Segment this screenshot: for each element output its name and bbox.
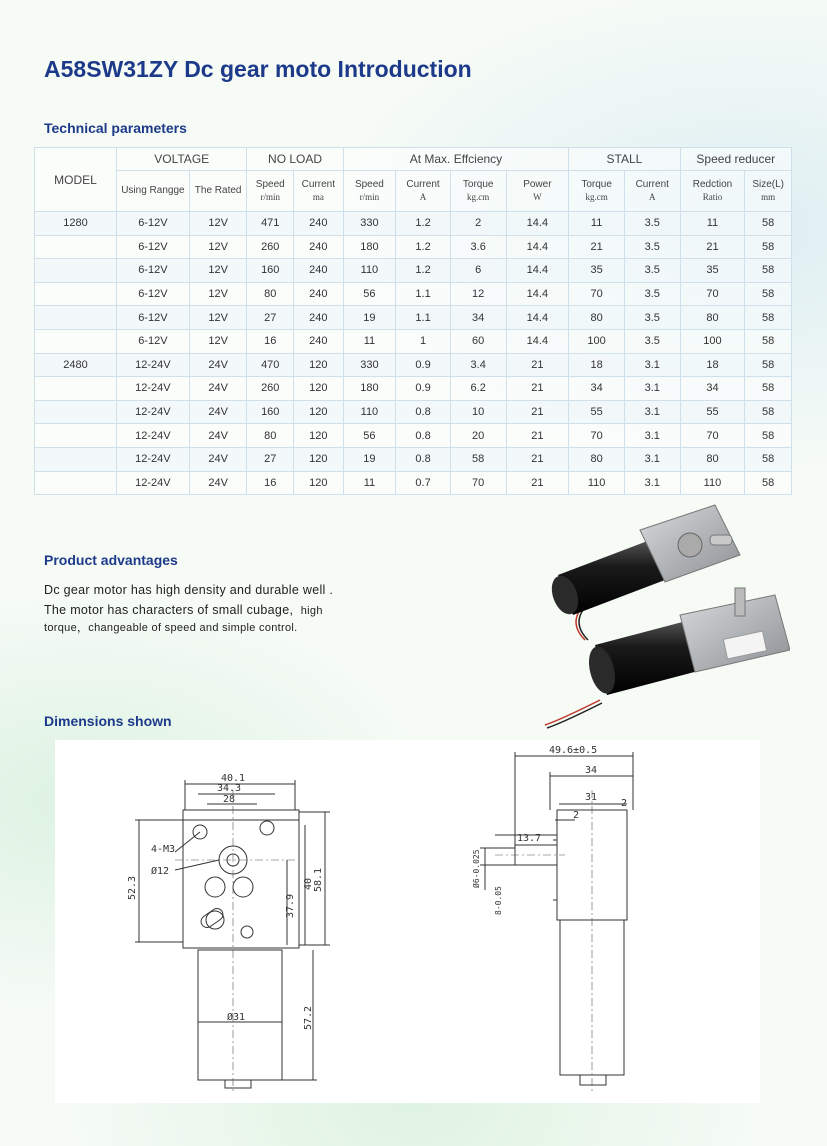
dim-31: 31	[585, 792, 598, 803]
table-cell: 14.4	[506, 259, 569, 283]
table-cell: 260	[247, 235, 294, 259]
table-cell	[35, 259, 117, 283]
table-cell: 3.1	[624, 471, 680, 495]
table-cell: 11	[680, 212, 745, 236]
col-model: MODEL	[35, 148, 117, 212]
dim-58-1: 58.1	[313, 867, 324, 892]
table-cell: 3.1	[624, 353, 680, 377]
table-cell: 1.2	[396, 259, 451, 283]
table-cell: 3.5	[624, 212, 680, 236]
table-row	[35, 259, 792, 283]
dim-2-a: 2	[573, 810, 580, 821]
dim-57-2: 57.2	[303, 1005, 314, 1030]
table-cell: 330	[343, 212, 396, 236]
table-cell: 14.4	[506, 212, 569, 236]
gear-motor-photo	[540, 500, 790, 740]
table-cell	[35, 329, 117, 353]
table-cell: 470	[247, 353, 294, 377]
table-cell: 1.1	[396, 306, 451, 330]
table-cell: 3.5	[624, 329, 680, 353]
col-me-power: Power W	[506, 171, 569, 212]
table-cell: 3.1	[624, 377, 680, 401]
dim-2-b: 2	[621, 798, 628, 809]
table-cell: 12V	[189, 282, 247, 306]
table-cell: 16	[247, 329, 294, 353]
technical-parameters-heading: Technical parameters	[44, 120, 187, 136]
advantages-line-3: torque，changeable of speed and simple control.	[44, 622, 298, 634]
table-cell: 160	[247, 400, 294, 424]
table-cell: 24V	[189, 424, 247, 448]
col-nl-speed: Speed r/min	[247, 171, 294, 212]
table-cell: 24V	[189, 377, 247, 401]
table-cell: 3.1	[624, 447, 680, 471]
table-cell: 10	[450, 400, 506, 424]
dimensions-heading: Dimensions shown	[44, 713, 172, 729]
table-cell: 24V	[189, 353, 247, 377]
table-cell: 6.2	[450, 377, 506, 401]
table-cell: 18	[680, 353, 745, 377]
table-cell: 80	[569, 447, 625, 471]
table-cell: 19	[343, 306, 396, 330]
table-row	[35, 471, 792, 495]
table-cell	[35, 400, 117, 424]
table-cell: 58	[745, 329, 792, 353]
table-cell: 21	[506, 447, 569, 471]
table-cell: 120	[294, 400, 344, 424]
gearbox-front-outline	[183, 810, 299, 948]
table-body	[35, 212, 792, 495]
dim-40: 40	[303, 877, 314, 890]
group-speed-reducer: Speed reducer	[680, 148, 791, 171]
col-rated: The Rated	[189, 171, 247, 212]
table-cell: 0.7	[396, 471, 451, 495]
table-cell: 27	[247, 447, 294, 471]
table-cell: 55	[680, 400, 745, 424]
dimension-drawing	[55, 740, 760, 1103]
table-cell: 70	[680, 424, 745, 448]
table-cell: 6-12V	[116, 306, 189, 330]
dim-34-3: 34.3	[217, 783, 242, 794]
table-cell	[35, 424, 117, 448]
group-no-load: NO LOAD	[247, 148, 343, 171]
table-cell: 55	[569, 400, 625, 424]
dim-d12: Ø12	[151, 866, 170, 877]
table-cell: 6-12V	[116, 212, 189, 236]
table-row	[35, 282, 792, 306]
table-cell: 3.6	[450, 235, 506, 259]
table-cell: 12-24V	[116, 424, 189, 448]
table-cell: 80	[247, 424, 294, 448]
dim-shaft-diameter: Ø6-0.025	[472, 849, 481, 888]
technical-parameters-table	[34, 147, 792, 495]
table-cell: 58	[745, 212, 792, 236]
table-cell: 12-24V	[116, 447, 189, 471]
table-cell: 120	[294, 471, 344, 495]
table-cell: 12-24V	[116, 471, 189, 495]
col-st-torque: Torque kg.cm	[569, 171, 625, 212]
page-title: A58SW31ZY Dc gear moto Introduction	[44, 56, 472, 82]
dim-40-1: 40.1	[221, 773, 246, 784]
table-cell: 12V	[189, 259, 247, 283]
table-cell: 58	[745, 353, 792, 377]
table-cell: 12-24V	[116, 377, 189, 401]
table-cell: 34	[450, 306, 506, 330]
dim-28: 28	[223, 794, 236, 805]
table-cell: 0.8	[396, 447, 451, 471]
table-cell: 0.9	[396, 353, 451, 377]
table-cell: 14.4	[506, 329, 569, 353]
dim-37-9: 37.9	[285, 893, 296, 918]
table-cell: 58	[450, 447, 506, 471]
table-cell: 240	[294, 282, 344, 306]
table-cell: 24V	[189, 400, 247, 424]
table-cell: 12-24V	[116, 400, 189, 424]
col-using-range: Using Rangge	[116, 171, 189, 212]
table-cell: 56	[343, 424, 396, 448]
advantages-line-2: The motor has characters of small cubage, high	[44, 603, 323, 617]
table-cell: 6-12V	[116, 259, 189, 283]
table-cell: 35	[680, 259, 745, 283]
table-cell: 6	[450, 259, 506, 283]
table-cell: 16	[247, 471, 294, 495]
table-cell: 80	[680, 306, 745, 330]
table-cell: 21	[506, 377, 569, 401]
table-cell: 100	[569, 329, 625, 353]
table-cell: 56	[343, 282, 396, 306]
table-cell: 35	[569, 259, 625, 283]
table-cell: 1.2	[396, 235, 451, 259]
table-cell: 58	[745, 377, 792, 401]
table-cell: 21	[569, 235, 625, 259]
table-cell: 58	[745, 424, 792, 448]
table-cell	[35, 235, 117, 259]
table-cell: 3.5	[624, 259, 680, 283]
dim-4-m3: 4-M3	[151, 844, 176, 855]
dim-13-7: 13.7	[517, 833, 542, 844]
dim-49-6: 49.6±0.5	[549, 745, 598, 756]
table-row	[35, 424, 792, 448]
table-cell: 110	[343, 400, 396, 424]
table-cell: 240	[294, 212, 344, 236]
table-cell: 180	[343, 235, 396, 259]
table-row	[35, 235, 792, 259]
table-cell: 12V	[189, 329, 247, 353]
table-cell: 1.2	[396, 212, 451, 236]
dim-d31: Ø31	[227, 1012, 246, 1023]
table-cell: 1	[396, 329, 451, 353]
table-cell: 6-12V	[116, 329, 189, 353]
table-cell: 100	[680, 329, 745, 353]
table-cell: 12-24V	[116, 353, 189, 377]
dimension-drawing-panel	[55, 740, 760, 1103]
col-st-current: Current A	[624, 171, 680, 212]
table-cell: 18	[569, 353, 625, 377]
col-ratio: Redction Ratio	[680, 171, 745, 212]
table-cell: 260	[247, 377, 294, 401]
table-cell: 0.8	[396, 424, 451, 448]
table-cell: 3.5	[624, 235, 680, 259]
table-row	[35, 400, 792, 424]
table-cell: 11	[343, 329, 396, 353]
table-cell: 14.4	[506, 282, 569, 306]
table-cell: 58	[745, 471, 792, 495]
table-cell: 240	[294, 259, 344, 283]
table-cell: 58	[745, 400, 792, 424]
table-cell: 34	[680, 377, 745, 401]
table-cell: 24V	[189, 471, 247, 495]
table-cell: 34	[569, 377, 625, 401]
table-cell: 70	[680, 282, 745, 306]
advantages-text	[44, 580, 374, 635]
table-row	[35, 353, 792, 377]
col-nl-current: Current ma	[294, 171, 344, 212]
table-cell: 180	[343, 377, 396, 401]
table-cell: 21	[680, 235, 745, 259]
table-cell: 12	[450, 282, 506, 306]
table-cell: 0.9	[396, 377, 451, 401]
group-max-efficiency: At Max. Effciency	[343, 148, 569, 171]
table-cell: 24V	[189, 447, 247, 471]
table-cell: 0.8	[396, 400, 451, 424]
table-cell: 58	[745, 235, 792, 259]
table-cell: 120	[294, 424, 344, 448]
group-voltage: VOLTAGE	[116, 148, 247, 171]
table-cell: 80	[247, 282, 294, 306]
table-cell: 70	[569, 424, 625, 448]
table-cell: 3.4	[450, 353, 506, 377]
table-cell: 471	[247, 212, 294, 236]
table-cell: 6-12V	[116, 235, 189, 259]
table-cell: 110	[343, 259, 396, 283]
table-cell: 21	[506, 471, 569, 495]
table-cell: 3.1	[624, 400, 680, 424]
table-cell: 3.5	[624, 306, 680, 330]
table-cell: 3.1	[624, 424, 680, 448]
table-cell	[35, 306, 117, 330]
table-cell: 160	[247, 259, 294, 283]
table-row	[35, 212, 792, 236]
col-me-torque: Torque kg.cm	[450, 171, 506, 212]
col-me-current: Current A	[396, 171, 451, 212]
table-cell: 21	[506, 400, 569, 424]
table-cell: 20	[450, 424, 506, 448]
table-cell: 58	[745, 306, 792, 330]
table-row	[35, 306, 792, 330]
table-cell: 58	[745, 282, 792, 306]
table-cell: 12V	[189, 235, 247, 259]
table-cell: 58	[745, 259, 792, 283]
table-cell: 14.4	[506, 235, 569, 259]
table-cell: 27	[247, 306, 294, 330]
dim-34: 34	[585, 765, 598, 776]
table-cell: 1280	[35, 212, 117, 236]
table-cell: 80	[569, 306, 625, 330]
table-cell	[35, 471, 117, 495]
table-cell: 120	[294, 377, 344, 401]
table-cell: 110	[680, 471, 745, 495]
product-advantages-heading: Product advantages	[44, 552, 178, 568]
table-cell: 120	[294, 353, 344, 377]
table-cell: 19	[343, 447, 396, 471]
table-cell: 330	[343, 353, 396, 377]
table-cell: 21	[506, 353, 569, 377]
table-cell	[35, 282, 117, 306]
table-row	[35, 377, 792, 401]
table-cell: 240	[294, 306, 344, 330]
table-cell: 12V	[189, 306, 247, 330]
table-cell: 240	[294, 329, 344, 353]
table-cell: 2	[450, 212, 506, 236]
dim-shaft-flat: 8-0.05	[494, 886, 503, 915]
dim-52-3: 52.3	[127, 875, 138, 900]
table-row	[35, 329, 792, 353]
table-cell: 80	[680, 447, 745, 471]
table-cell: 110	[569, 471, 625, 495]
table-cell: 6-12V	[116, 282, 189, 306]
table-cell: 58	[745, 447, 792, 471]
table-cell: 12V	[189, 212, 247, 236]
table-cell: 2480	[35, 353, 117, 377]
table-cell: 70	[450, 471, 506, 495]
table-cell: 70	[569, 282, 625, 306]
table-cell: 11	[343, 471, 396, 495]
table-cell	[35, 377, 117, 401]
table-cell: 240	[294, 235, 344, 259]
table-cell: 3.5	[624, 282, 680, 306]
table-cell: 21	[506, 424, 569, 448]
col-me-speed: Speed r/min	[343, 171, 396, 212]
table-cell: 14.4	[506, 306, 569, 330]
table-cell	[35, 447, 117, 471]
col-size: Size(L) mm	[745, 171, 792, 212]
advantages-line-1: Dc gear motor has high density and durable well .	[44, 583, 334, 597]
table-cell: 60	[450, 329, 506, 353]
table-cell: 120	[294, 447, 344, 471]
table-cell: 1.1	[396, 282, 451, 306]
table-row	[35, 447, 792, 471]
table-cell: 11	[569, 212, 625, 236]
group-stall: STALL	[569, 148, 680, 171]
